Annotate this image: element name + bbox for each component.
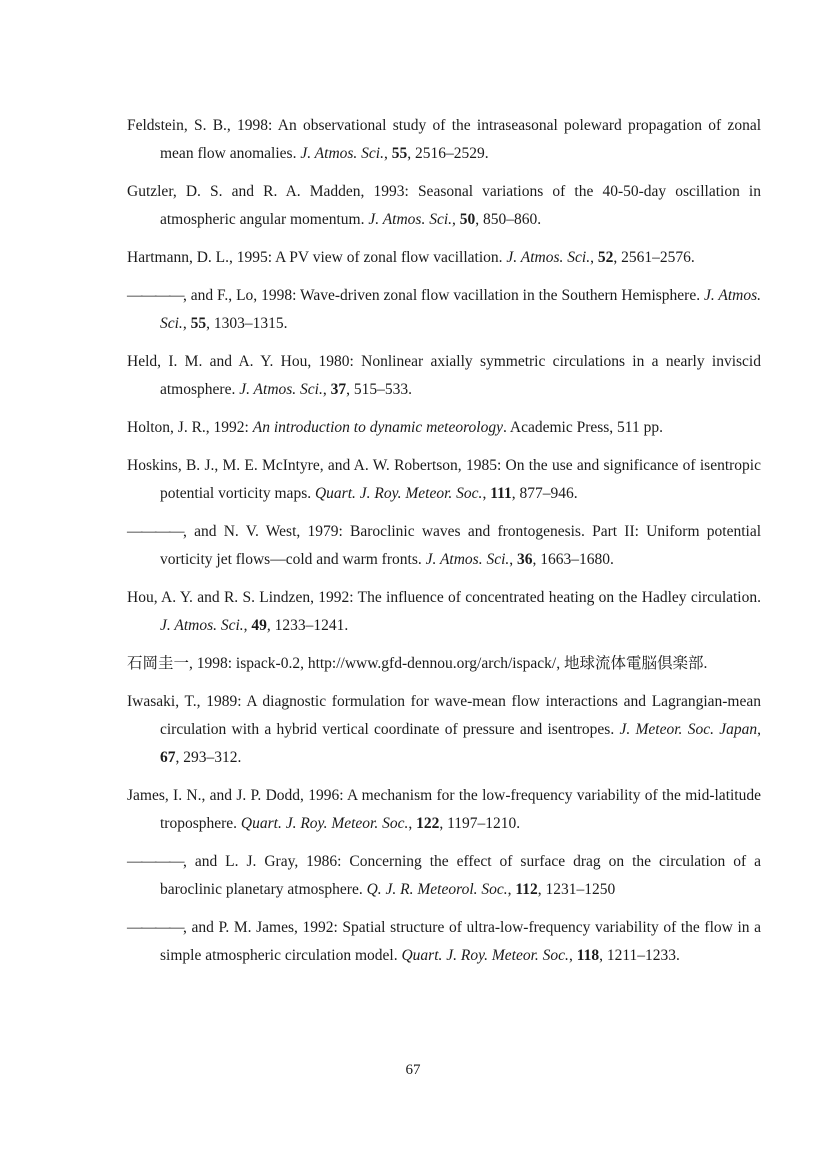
volume-number: 50	[459, 211, 476, 228]
journal-or-title-italic: J. Meteor. Soc. Japan	[619, 721, 758, 738]
journal-or-title-italic: J. Atmos. Sci.	[425, 551, 510, 568]
reference-text: ,	[322, 381, 331, 398]
references-list	[127, 112, 761, 980]
volume-number: 67	[160, 749, 176, 766]
reference-text: ,	[408, 815, 417, 832]
reference-text: ,	[384, 145, 392, 162]
volume-number: 118	[576, 947, 600, 964]
reference-text: , 877–946.	[511, 485, 578, 502]
reference-entry	[127, 244, 761, 272]
volume-number: 55	[391, 145, 408, 162]
volume-number: 55	[190, 315, 207, 332]
reference-entry	[127, 782, 761, 838]
reference-entry	[127, 112, 761, 168]
reference-text: ,	[590, 249, 598, 266]
author-repeat-dash: ————	[127, 853, 183, 870]
journal-or-title-italic: Quart. J. Roy. Meteor. Soc.	[401, 947, 569, 964]
reference-text: Hartmann, D. L., 1995: A PV view of zonal flow vacillation.	[127, 249, 507, 266]
reference-entry	[127, 914, 761, 970]
volume-number: 36	[517, 551, 533, 568]
reference-text: ,	[509, 551, 518, 568]
reference-entry	[127, 848, 761, 904]
reference-text: Feldstein, S. B., 1998: An observational study of the intraseasonal poleward propagation of zonal mean flow anomalies.	[127, 117, 761, 162]
reference-entry	[127, 688, 761, 772]
reference-text: , 1303–1315.	[206, 315, 288, 332]
journal-or-title-italic: An introduction to dynamic meteorology	[252, 419, 503, 436]
reference-text: Hou, A. Y. and R. S. Lindzen, 1992: The influence of concentrated heating on the Hadley circulation.	[127, 589, 761, 606]
reference-text: , and N. V. West, 1979: Baroclinic waves and frontogenesis. Part II: Uniform potential vorticity jet flows—cold and warm fronts.	[160, 523, 761, 568]
reference-text: , 1231–1250	[537, 881, 616, 898]
author-repeat-dash: ————	[127, 919, 183, 936]
reference-text: , 1663–1680.	[532, 551, 614, 568]
author-repeat-dash: ————	[127, 287, 183, 304]
reference-text: Held, I. M. and A. Y. Hou, 1980: Nonlinear axially symmetric circulations in a nearly inviscid atmosphere.	[127, 353, 761, 398]
reference-text: , 1233–1241.	[266, 617, 349, 634]
journal-or-title-italic: J. Atmos. Sci.	[368, 211, 453, 228]
reference-entry	[127, 414, 761, 442]
journal-or-title-italic: J. Atmos. Sci.	[300, 145, 384, 162]
reference-text: ,	[757, 721, 761, 738]
reference-text: , 1197–1210.	[439, 815, 521, 832]
reference-text: , 1211–1233.	[599, 947, 680, 964]
reference-text: , and P. M. James, 1992: Spatial structure of ultra-low-frequency variability of the flow in a simple atmospheric circulation model.	[160, 919, 761, 964]
reference-text: , 850–860.	[475, 211, 542, 228]
journal-or-title-italic: J. Atmos. Sci.	[506, 249, 591, 266]
reference-text: , and F., Lo, 1998: Wave-driven zonal flow vacillation in the Southern Hemisphere.	[183, 287, 704, 304]
journal-or-title-italic: J. Atmos. Sci.	[160, 617, 244, 634]
journal-or-title-italic: J. Atmos. Sci.	[239, 381, 323, 398]
volume-number: 52	[597, 249, 614, 266]
reference-entry	[127, 348, 761, 404]
reference-entry	[127, 282, 761, 338]
volume-number: 122	[416, 815, 440, 832]
reference-entry	[127, 518, 761, 574]
reference-text: Hoskins, B. J., M. E. McIntyre, and A. W. Robertson, 1985: On the use and significance of isentropic potential vorticity maps.	[127, 457, 761, 502]
journal-or-title-italic: J. Atmos. Sci.	[160, 287, 761, 332]
reference-text: Iwasaki, T., 1989: A diagnostic formulation for wave-mean flow interactions and Lagrangian-mean circulation with a hybrid vertical coordinate of pressure and isentropes.	[127, 693, 761, 738]
volume-number: 112	[515, 881, 538, 898]
reference-entry	[127, 650, 761, 678]
reference-text: ,	[452, 211, 460, 228]
volume-number: 37	[330, 381, 347, 398]
reference-text: 石岡圭一, 1998: ispack-0.2, http://www.gfd-dennou.org/arch/ispack/, 地球流体電脳倶楽部.	[127, 655, 708, 672]
journal-or-title-italic: Quart. J. Roy. Meteor. Soc.	[314, 485, 483, 502]
reference-text: Gutzler, D. S. and R. A. Madden, 1993: Seasonal variations of the 40-50-day oscillation in atmospheric angular momentum.	[127, 183, 761, 228]
reference-text: James, I. N., and J. P. Dodd, 1996: A mechanism for the low-frequency variability of the mid-latitude troposphere.	[127, 787, 761, 832]
reference-text: , 293–312.	[175, 749, 242, 766]
author-repeat-dash: ————	[127, 523, 183, 540]
reference-text: ,	[182, 315, 191, 332]
reference-text: ,	[482, 485, 491, 502]
reference-text: , and L. J. Gray, 1986: Concerning the effect of surface drag on the circulation of a baroclinic planetary atmosphere.	[160, 853, 761, 898]
page-number: 67	[405, 1062, 421, 1078]
reference-entry	[127, 178, 761, 234]
reference-text: , 2516–2529.	[407, 145, 489, 162]
reference-text: ,	[568, 947, 577, 964]
reference-text: , 515–533.	[346, 381, 412, 398]
journal-or-title-italic: Q. J. R. Meteorol. Soc.	[366, 881, 508, 898]
reference-text: . Academic Press, 511 pp.	[502, 419, 663, 436]
volume-number: 111	[490, 485, 512, 502]
reference-text: Holton, J. R., 1992:	[127, 419, 253, 436]
volume-number: 49	[251, 617, 267, 634]
reference-entry	[127, 584, 761, 640]
reference-text: ,	[507, 881, 516, 898]
reference-entry	[127, 452, 761, 508]
reference-text: , 2561–2576.	[613, 249, 695, 266]
journal-or-title-italic: Quart. J. Roy. Meteor. Soc.	[240, 815, 409, 832]
reference-text: ,	[243, 617, 252, 634]
